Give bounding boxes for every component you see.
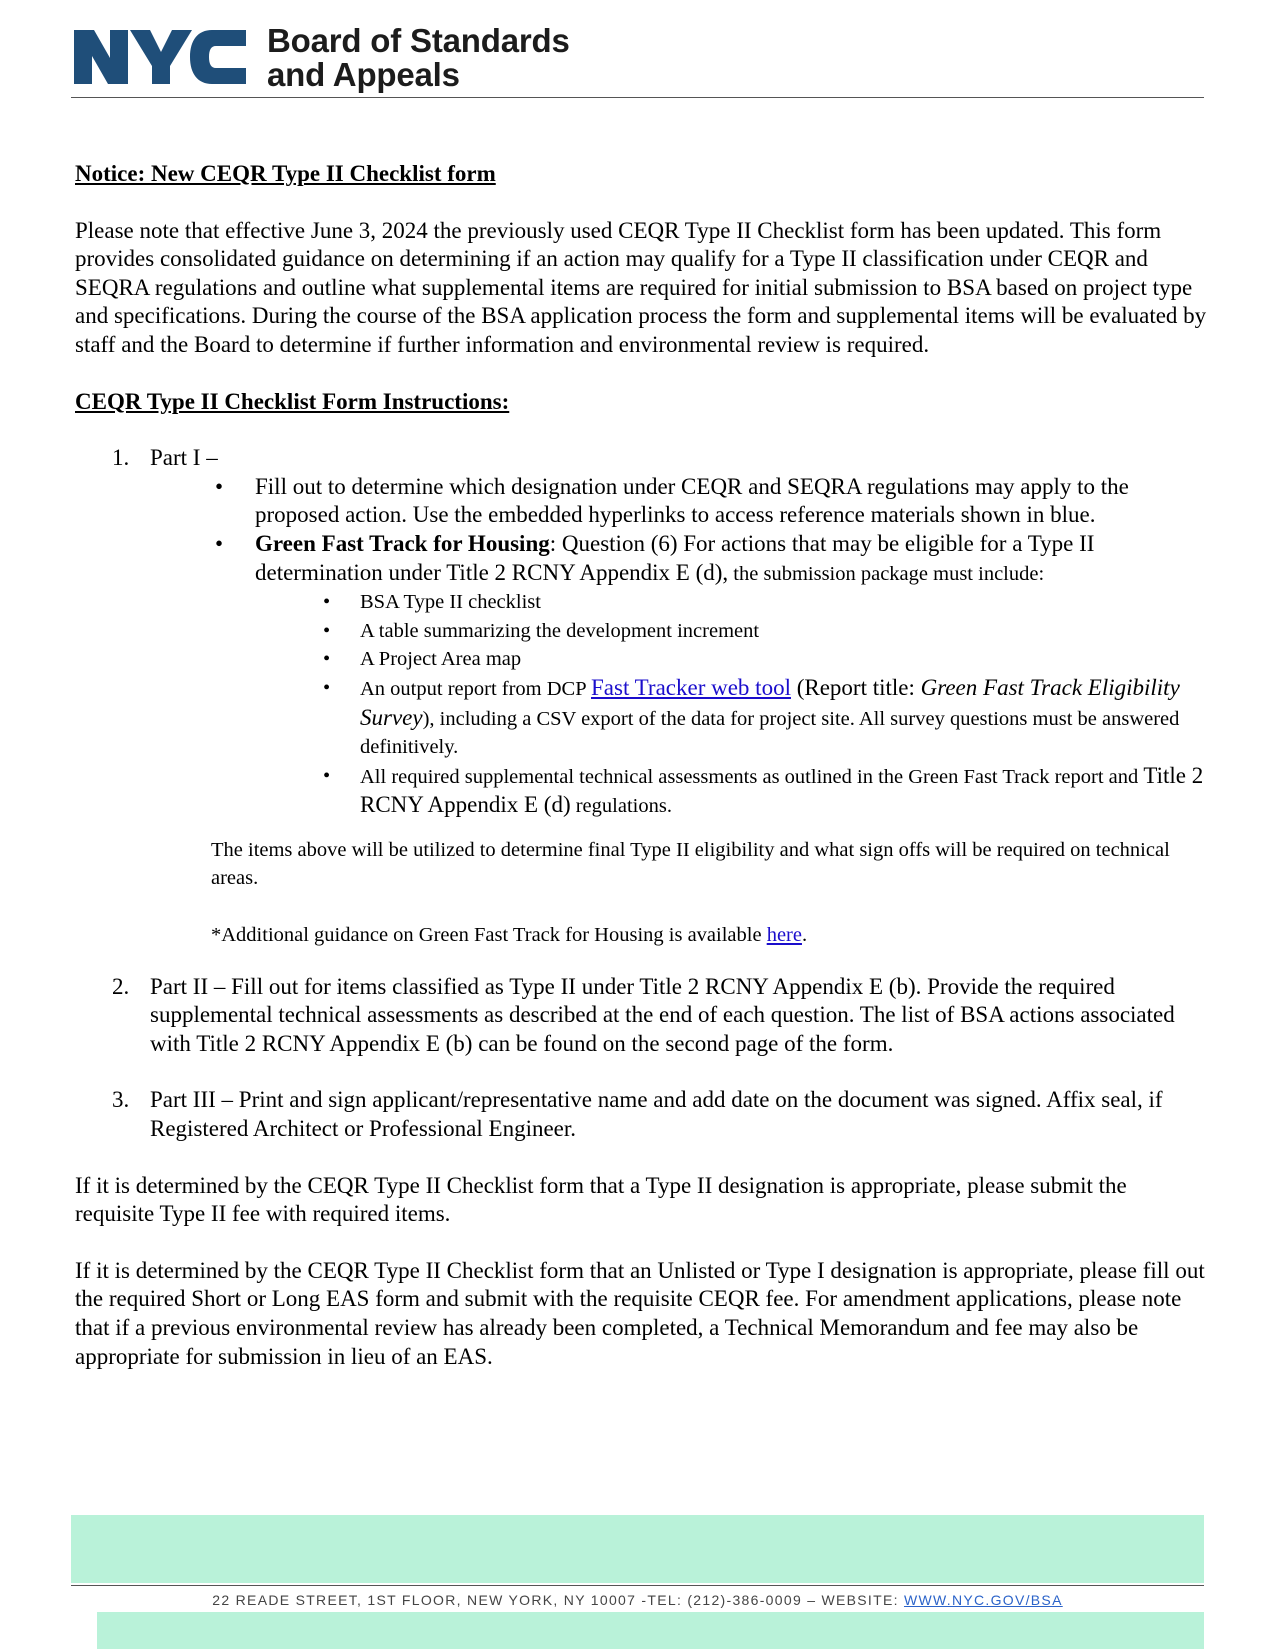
footer-band xyxy=(71,1515,1204,1583)
fast-tracker-link[interactable]: Fast Tracker web tool xyxy=(591,674,791,700)
notice-document xyxy=(75,160,1210,1371)
closing-paragraph-2: If it is determined by the CEQR Type II Checklist form that an Unlisted or Type I designation is appropriate, please fill out the required Short or Long EAS form and submit with the requisite CEQR fee. For amendment applications, please note that if a previous environmental review has already been completed, a Technical Memorandum and fee may also be appropriate for submission in lieu of an EAS. xyxy=(75,1257,1205,1369)
part2-text: Part II – Fill out for items classified as Type II under Title 2 RCNY Appendix E (b). Provide the required supplemental technical assessments as described at the end of each question. The list of BSA actions associated with Title 2 RCNY Appendix E (b) can be found on the second page of the form. xyxy=(150,973,1175,1056)
list-item xyxy=(75,617,1210,646)
header-divider xyxy=(71,97,1204,98)
intro-paragraph: Please note that effective June 3, 2024 the previously used CEQR Type II Checklist form has been updated. This form provides consolidated guidance on determining if an action may qualify for a Type II classification under CEQR and SEQRA regulations and outline what supplemental items are required for initial submission to BSA based on project type and specifications. During the course of the BSA application process the form and supplemental items will be evaluated by staff and the Board to determine if further information and environmental review is required. xyxy=(75,217,1207,357)
guidance-period: . xyxy=(801,924,808,947)
list-item xyxy=(75,588,1210,617)
part1-note xyxy=(75,836,1210,950)
part2-number: 2. xyxy=(112,973,130,999)
list-item xyxy=(75,674,1210,762)
additional-guidance-note xyxy=(211,921,1210,950)
closing-paragraph-1: If it is determined by the CEQR Type II Checklist form that a Type II designation is appropriate, please submit the requisite Type II fee with required items. xyxy=(75,1172,1127,1227)
org-name-line1: Board of Standards xyxy=(267,22,570,59)
green-fast-track-label: Green Fast Track for Housing xyxy=(255,530,550,556)
eligibility-note: The items above will be utilized to determine final Type II eligibility and what sign offs will be required on technical areas. xyxy=(211,838,1170,890)
list-item-text: All required supplemental technical assessments as outlined in the Green Fast Track report and xyxy=(360,765,1144,788)
part1-bullets xyxy=(75,473,1210,588)
part1-bullet-2-tail: the submission package must include: xyxy=(728,562,1045,585)
guidance-text: *Additional guidance on Green Fast Track for Housing is available xyxy=(211,924,767,947)
list-item-text: ), including a CSV export of the data for project site. All survey questions must be answered definitively. xyxy=(360,707,1180,759)
appendix-reference: Title 2 RCNY Appendix E (d) xyxy=(360,762,1204,818)
list-item-text: regulations. xyxy=(570,795,672,818)
part1-bullet-1-text: Fill out to determine which designation under CEQR and SEQRA regulations may apply to the proposed action. Use the embedded hyperlinks to access reference materials shown in blue. xyxy=(255,473,1129,528)
part2-item xyxy=(75,973,1210,1059)
list-item xyxy=(75,762,1210,821)
list-item-text: An output report from DCP xyxy=(360,677,591,700)
part3-item xyxy=(75,1086,1210,1143)
org-name xyxy=(267,24,570,92)
report-title: Green Fast Track Eligibility Survey xyxy=(360,674,1180,730)
submission-package-list xyxy=(75,588,1210,821)
notice-heading: Notice: New CEQR Type II Checklist form xyxy=(75,161,496,186)
part1-bullet-2 xyxy=(75,530,1210,588)
bsa-logo xyxy=(72,24,612,94)
list-item-text: BSA Type II checklist xyxy=(360,591,541,614)
part1-number: 1. xyxy=(112,445,130,471)
guidance-here-link[interactable]: here xyxy=(766,924,802,947)
list-item-text: A Project Area map xyxy=(360,648,522,671)
part3-number: 3. xyxy=(112,1087,130,1113)
footer-website-link[interactable]: WWW.NYC.GOV/BSA xyxy=(903,1592,1063,1608)
part1-bullet-2-text: : Question (6) For actions that may be eligible for a Type II determination under Title 2 RCNY Appendix E (d), xyxy=(255,530,1095,585)
list-item-text: A table summarizing the development increment xyxy=(360,619,760,642)
part1-title: Part I – xyxy=(150,445,218,471)
instructions-heading: CEQR Type II Checklist Form Instructions: xyxy=(75,388,510,414)
part1-bullet-1 xyxy=(75,473,1210,530)
footer-contact xyxy=(0,1592,1275,1608)
part1-item xyxy=(75,444,1210,473)
nyc-logo-icon xyxy=(72,28,248,86)
footer-address: 22 READE STREET, 1ST FLOOR, NEW YORK, NY 10007 -TEL: (212)-386-0009 – WEBSITE: xyxy=(212,1592,904,1608)
org-name-line2: and Appeals xyxy=(267,56,460,93)
report-title-label: (Report title: xyxy=(790,674,921,700)
list-item xyxy=(75,645,1210,674)
footer-band-lower xyxy=(97,1612,1204,1649)
footer-divider xyxy=(71,1585,1204,1586)
part3-text: Part III – Print and sign applicant/representative name and add date on the document was signed. Affix seal, if Registered Architect or Professional Engineer. xyxy=(150,1087,1163,1142)
